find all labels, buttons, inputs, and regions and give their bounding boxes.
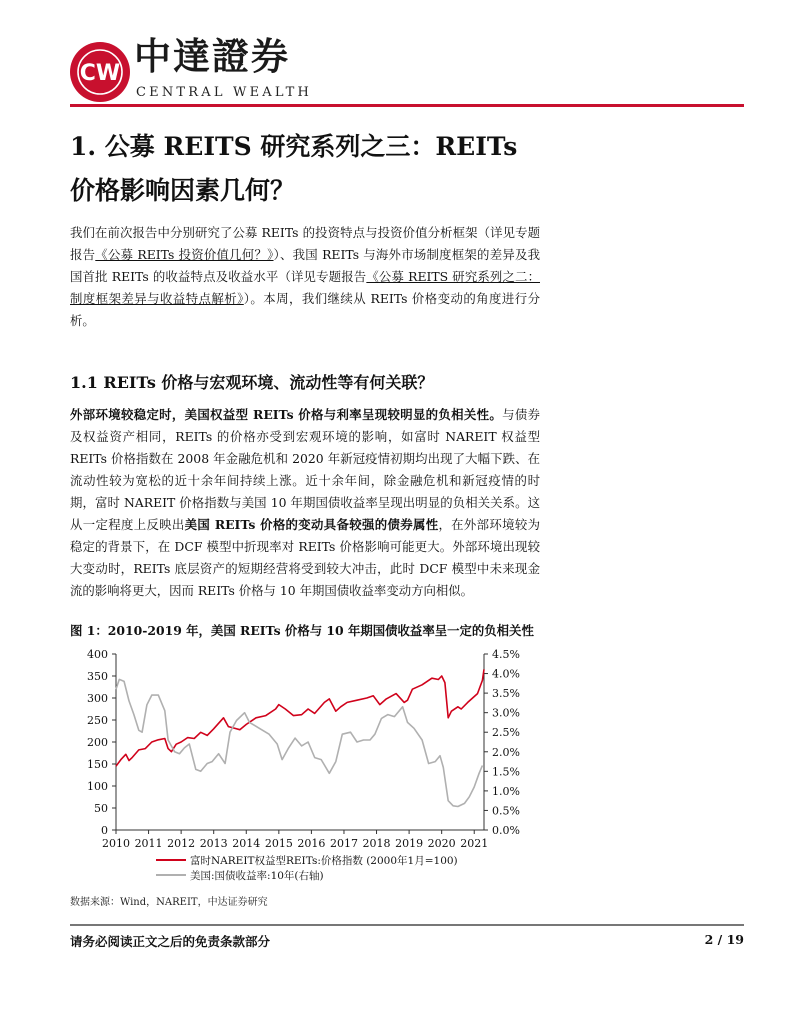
y-right-tick-label: 1.0% xyxy=(492,784,520,798)
intro-paragraph xyxy=(70,222,540,332)
brand-name-en: CENTRAL WEALTH xyxy=(136,85,313,100)
body-bold-2: 美国 REITs 价格的变动具备较强的债券属性 xyxy=(184,517,439,532)
footer-divider xyxy=(70,924,744,926)
y-left-tick-label: 400 xyxy=(87,648,108,661)
svg-text:CW: CW xyxy=(79,61,121,86)
y-right-tick-label: 0.5% xyxy=(492,804,520,818)
series-line-1 xyxy=(116,669,484,766)
header-divider xyxy=(70,104,744,107)
footer-disclaimer: 请务必阅读正文之后的免责条款部分 xyxy=(70,934,271,949)
x-tick-label: 2010 xyxy=(102,837,130,850)
y-right-tick-label: 2.5% xyxy=(492,726,520,740)
x-tick-label: 2017 xyxy=(329,837,358,850)
y-left-tick-label: 100 xyxy=(87,780,108,793)
y-left-tick-label: 50 xyxy=(94,802,108,815)
y-right-tick-label: 3.5% xyxy=(492,687,520,701)
y-left-tick-label: 350 xyxy=(87,670,108,683)
series-line-2 xyxy=(116,679,482,806)
y-left-tick-label: 250 xyxy=(87,714,108,727)
intro-text-3: ）。本周，我们继续从 REITs 价格变动的角度进行分析。 xyxy=(70,291,540,328)
x-tick-label: 2011 xyxy=(134,837,163,850)
report-link-1[interactable]: 《公募 REITs 投资价值几何？》 xyxy=(95,247,274,262)
page-number: 2 / 19 xyxy=(704,932,744,947)
y-right-tick-label: 2.0% xyxy=(492,745,520,759)
y-right-tick-label: 4.5% xyxy=(492,648,520,661)
y-left-tick-label: 200 xyxy=(87,736,108,749)
x-tick-label: 2014 xyxy=(232,837,261,850)
page-title: 1. 公募 REITS 研究系列之三：REITs 价格影响因素几何？ xyxy=(70,132,518,205)
x-tick-label: 2016 xyxy=(297,837,326,850)
y-left-tick-label: 300 xyxy=(87,692,108,705)
x-tick-label: 2021 xyxy=(460,837,489,850)
x-tick-label: 2013 xyxy=(199,837,228,850)
x-tick-label: 2019 xyxy=(395,837,424,850)
line-chart xyxy=(70,642,540,882)
x-tick-label: 2020 xyxy=(427,837,456,850)
y-right-tick-label: 0.0% xyxy=(492,824,520,837)
body-paragraph xyxy=(70,404,540,602)
brand-name-cn: 中達證券 xyxy=(134,34,290,78)
body-text-1: 与债券及权益资产相同，REITs 的价格亦受到宏观环境的影响，如富时 NAREIT 权益型 REITs 价格指数在 2008 年金融危机和 2020 年新冠疫情初期均出现了大幅下跌、在流动性较为宽松的近十余年间持续上涨。近十余年间，除金融危机和新冠疫情的时期，富时 NAREIT 价格指数与美国 10 年期国债收益率呈现出明显的负相关关系。这从一定程度上反映出 xyxy=(70,407,540,532)
cw-logo-icon xyxy=(68,40,132,104)
body-text-2: ，在外部环境较为稳定的背景下，在 DCF 模型中折现率对 REITs 价格影响可能更大。外部环境出现较大变动时，REITs 底层资产的短期经营将受到较大冲击，此时 DCF 模型中未来现金流的影响将更大，因而 REITs 价格与 10 年期国债收益率变动方向相似。 xyxy=(70,517,541,598)
x-tick-label: 2018 xyxy=(362,837,391,850)
legend-label-2: 美国:国债收益率:10年(右轴) xyxy=(190,870,324,882)
y-right-tick-label: 4.0% xyxy=(492,667,520,681)
y-left-tick-label: 0 xyxy=(101,824,108,837)
legend-label-1: 富时NAREIT权益型REITs:价格指数 (2000年1月=100) xyxy=(190,855,458,867)
y-right-tick-label: 1.5% xyxy=(492,765,520,779)
intro-text-1: 我们在前次报告中分别研究了公募 REITs 的投资特点与投资价值分析框架（详见专题报告 xyxy=(70,225,540,262)
x-tick-label: 2015 xyxy=(264,837,293,850)
y-left-tick-label: 150 xyxy=(87,758,108,771)
figure-source: 数据来源：Wind，NAREIT，中达证券研究 xyxy=(70,897,268,908)
y-right-tick-label: 3.0% xyxy=(492,706,520,720)
intro-text-2: ）、我国 REITs 与海外市场制度框架的差异及我国首批 REITs 的收益特点及收益水平（详见专题报告 xyxy=(70,247,541,284)
section-heading: 1.1 REITs 价格与宏观环境、流动性等有何关联？ xyxy=(70,373,434,392)
figure-title: 图 1：2010-2019 年，美国 REITs 价格与 10 年期国债收益率呈一定的负相关性 xyxy=(70,623,534,638)
report-link-2[interactable]: 《公募 REITS 研究系列之二：制度框架差异与收益特点解析》 xyxy=(70,269,540,306)
body-bold-1: 外部环境较稳定时，美国权益型 REITs 价格与利率呈现较明显的负相关性。 xyxy=(70,407,503,422)
x-tick-label: 2012 xyxy=(167,837,196,850)
